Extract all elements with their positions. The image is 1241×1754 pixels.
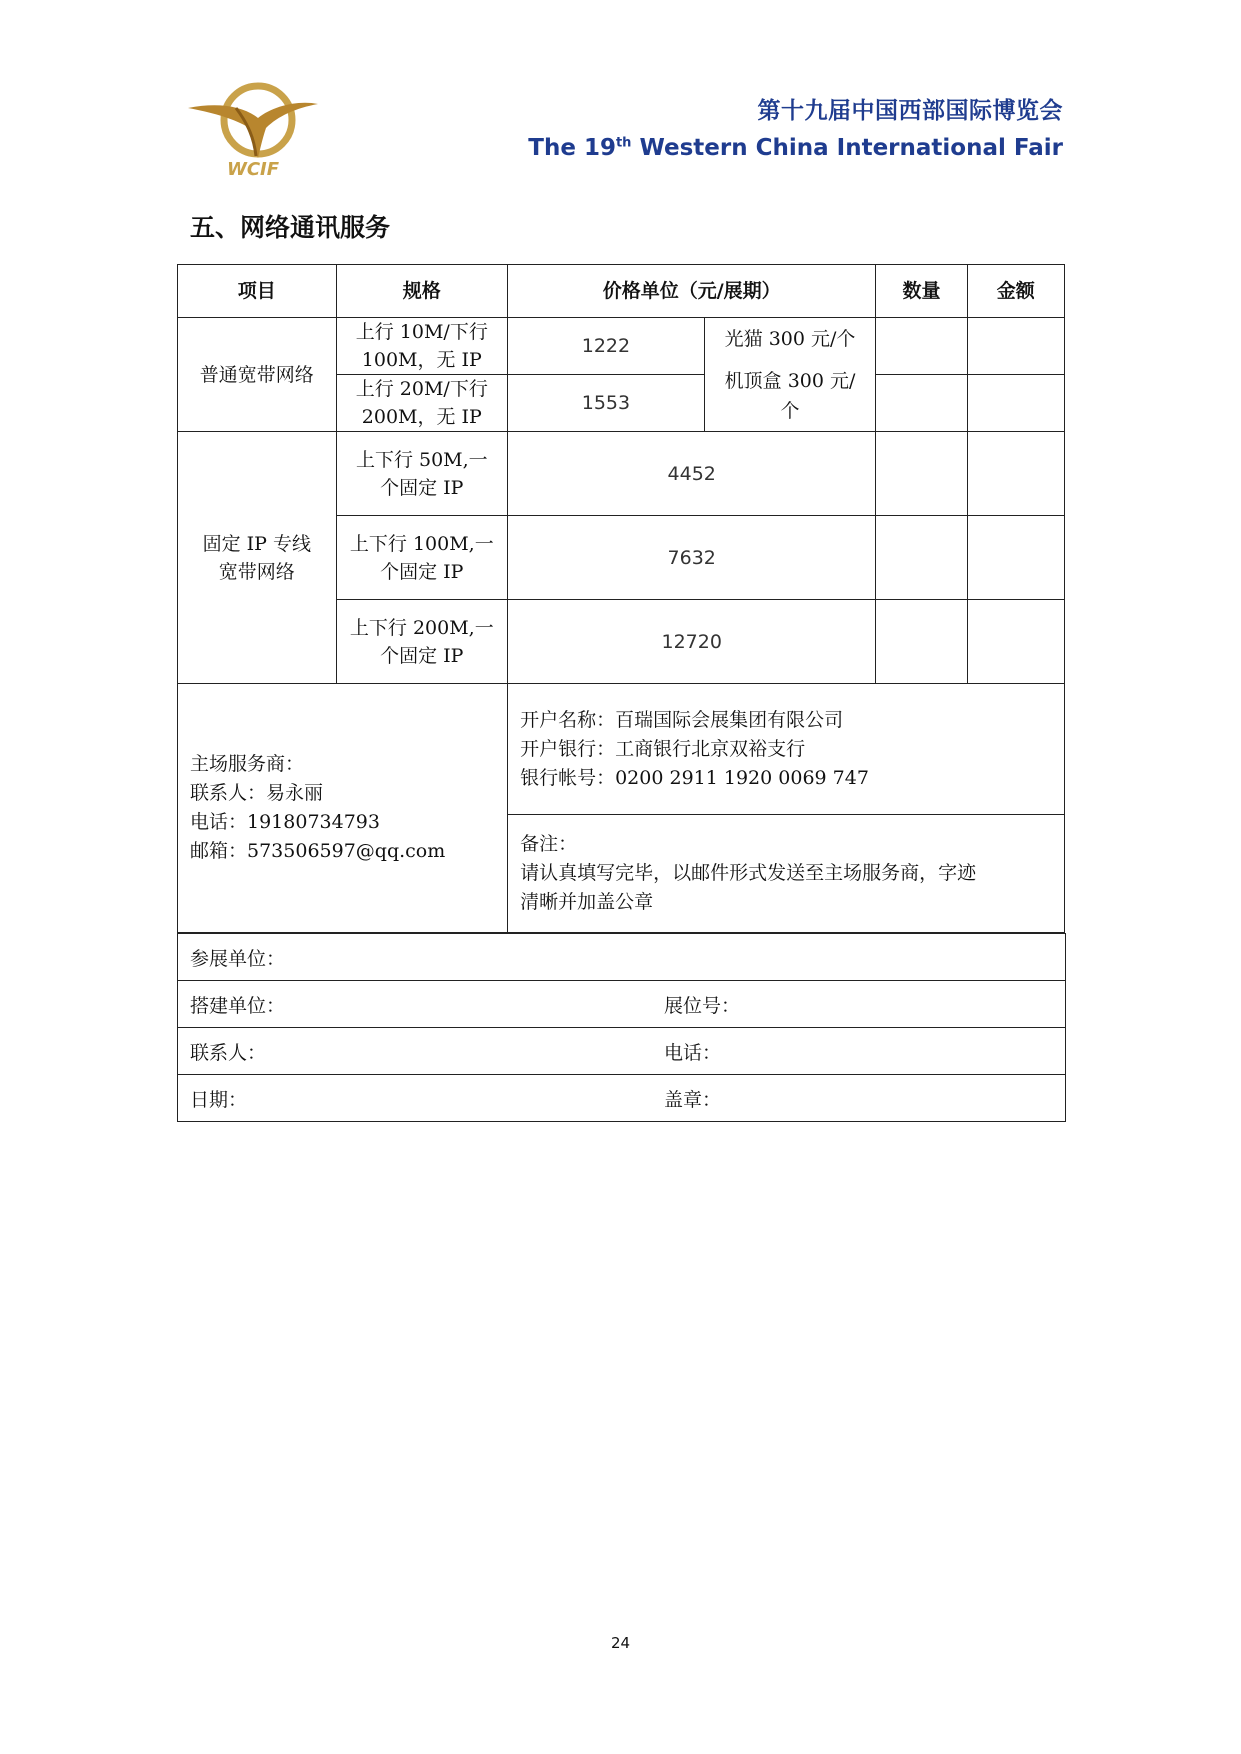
bank-info-row — [178, 684, 1065, 815]
group-fixed-ip-name: 固定 IP 专线 宽带网络 — [178, 432, 337, 684]
remark-info: 备注： 请认真填写完毕，以邮件形式发送至主场服务商，字迹 清晰并加盖公章 — [508, 815, 1065, 933]
fair-title-en: The 19th Western China International Fair — [528, 135, 1063, 161]
quantity-cell[interactable] — [876, 600, 967, 684]
exhibitor-field[interactable]: 参展单位： — [178, 934, 1066, 981]
price-cell: 1222 — [508, 318, 705, 375]
date-seal-row[interactable] — [178, 1075, 1066, 1122]
price-cell: 4452 — [508, 432, 876, 516]
header-item: 项目 — [178, 265, 337, 318]
quantity-cell[interactable] — [876, 432, 967, 516]
table-row — [178, 432, 1065, 516]
price-cell: 1553 — [508, 375, 705, 432]
bank-info: 开户名称：百瑞国际会展集团有限公司 开户银行：工商银行北京双裕支行 银行帐号：0200 2911 1920 0069 747 — [508, 684, 1065, 815]
quantity-cell[interactable] — [876, 516, 967, 600]
contact-label: 联系人： — [190, 1041, 267, 1064]
applicant-form — [177, 933, 1066, 1122]
fair-title-cn: 第十九届中国西部国际博览会 — [757, 98, 1063, 124]
builder-booth-row[interactable] — [178, 981, 1066, 1028]
group-broadband-name: 普通宽带网络 — [178, 318, 337, 432]
equipment-note: 光猫 300 元/个 机顶盒 300 元/ 个 — [704, 318, 876, 432]
header-spec: 规格 — [336, 265, 508, 318]
amount-cell[interactable] — [967, 375, 1064, 432]
spec-cell: 上行 20M/下行 200M，无 IP — [336, 375, 508, 432]
wcif-logo — [188, 78, 318, 178]
quantity-cell[interactable] — [876, 375, 967, 432]
network-service-table — [177, 264, 1065, 933]
logo-text: WCIF — [226, 159, 280, 178]
header-price: 价格单位（元/展期） — [508, 265, 876, 318]
date-label: 日期： — [190, 1088, 248, 1111]
booth-label: 展位号： — [664, 994, 741, 1017]
spec-cell: 上下行 100M,一 个固定 IP — [336, 516, 508, 600]
phone-label: 电话： — [664, 1041, 722, 1064]
header-amount: 金额 — [967, 265, 1064, 318]
header-quantity: 数量 — [876, 265, 967, 318]
contact-info: 主场服务商： 联系人：易永丽 电话：19180734793 邮箱：573506597@qq.com — [178, 684, 508, 933]
amount-cell[interactable] — [967, 432, 1064, 516]
fair-brand — [528, 92, 1063, 161]
quantity-cell[interactable] — [876, 318, 967, 375]
price-cell: 12720 — [508, 600, 876, 684]
spec-cell: 上下行 200M,一 个固定 IP — [336, 600, 508, 684]
table-header-row — [178, 265, 1065, 318]
amount-cell[interactable] — [967, 318, 1064, 375]
contact-phone-row[interactable] — [178, 1028, 1066, 1075]
section-title: 五、网络通讯服务 — [190, 213, 391, 242]
page-number: 24 — [610, 1634, 631, 1652]
amount-cell[interactable] — [967, 600, 1064, 684]
price-cell: 7632 — [508, 516, 876, 600]
builder-label: 搭建单位： — [190, 994, 286, 1017]
amount-cell[interactable] — [967, 516, 1064, 600]
table-row — [178, 318, 1065, 375]
seal-label: 盖章： — [664, 1088, 722, 1111]
spec-cell: 上行 10M/下行 100M，无 IP — [336, 318, 508, 375]
spec-cell: 上下行 50M,一 个固定 IP — [336, 432, 508, 516]
